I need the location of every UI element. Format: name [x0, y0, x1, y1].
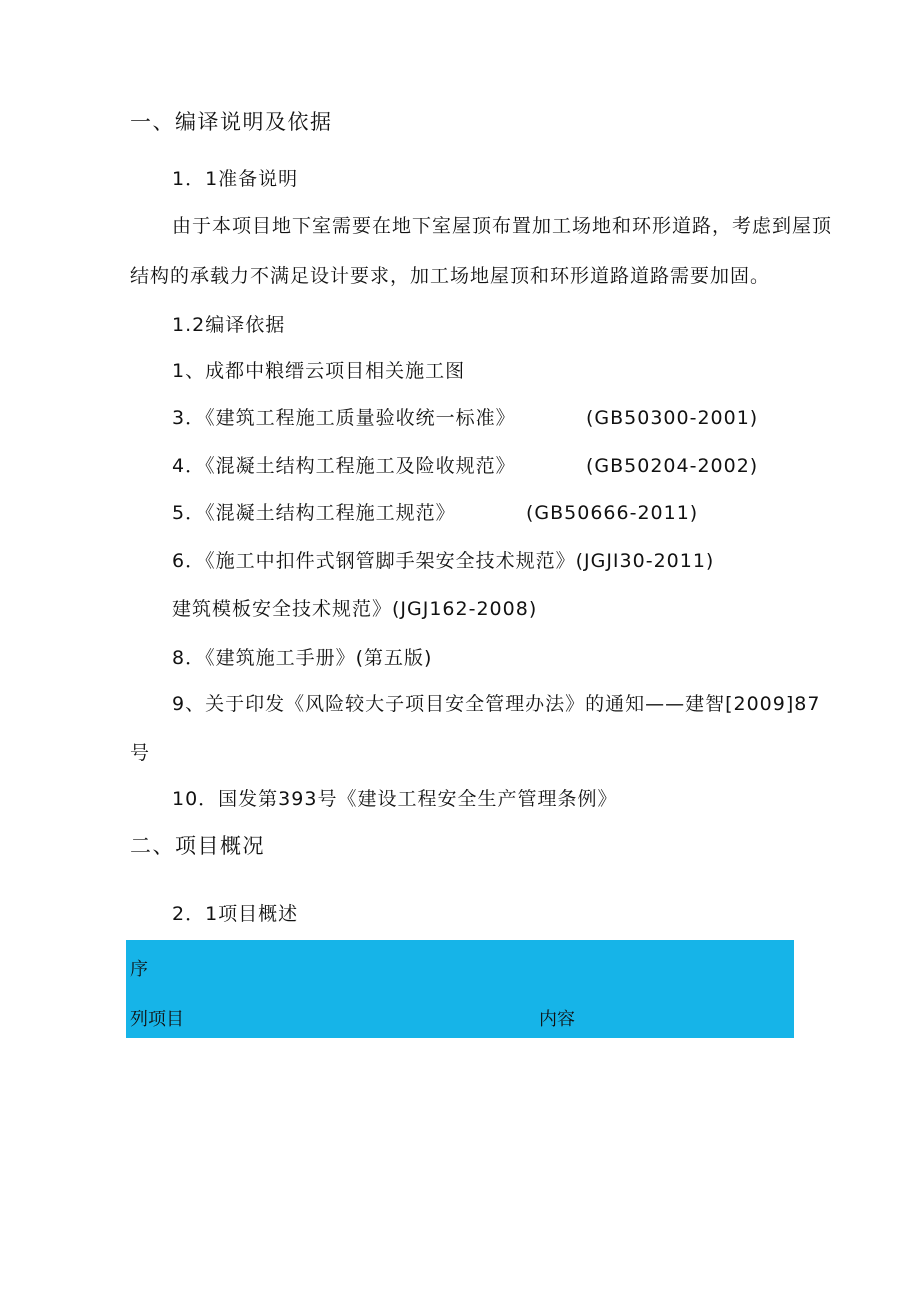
- subsection-1-2-title: 1.2编译依据: [172, 314, 286, 336]
- reference-item: 3．《建筑工程施工质量验收统一标准》 (GB50300-2001): [172, 407, 759, 429]
- subsection-1-1-title: 1．1准备说明: [172, 168, 299, 190]
- section-2-heading: 二、项目概况: [130, 834, 265, 858]
- reference-item: 建筑模板安全技术规范》(JGJ162-2008): [172, 598, 538, 620]
- reference-item: 10．国发第393号《建设工程安全生产管理条例》: [172, 788, 618, 810]
- overview-table-header: [126, 940, 794, 1038]
- reference-item: 9、关于印发《风险较大子项目安全管理办法》的通知——建智[2009]87: [172, 693, 821, 715]
- reference-item: 1、成都中粮缙云项目相关施工图: [172, 360, 466, 382]
- reference-item: 8．《建筑施工手册》(第五版): [172, 647, 433, 669]
- reference-item-continuation: 号: [130, 742, 151, 764]
- paragraph-line-1: 由于本项目地下室需要在地下室屋顶布置加工场地和环形道路，考虑到屋顶: [172, 215, 833, 237]
- table-header-seq: 序: [130, 959, 148, 980]
- reference-item: 6．《施工中扣件式钢管脚手架安全技术规范》(JGJI30-2011): [172, 550, 715, 572]
- reference-item: 5．《混凝土结构工程施工规范》 (GB50666-2011): [172, 502, 699, 524]
- subsection-2-1-title: 2．1项目概述: [172, 903, 299, 925]
- section-1-heading: 一、编译说明及依据: [130, 110, 333, 134]
- reference-item: 4．《混凝土结构工程施工及险收规范》 (GB50204-2002): [172, 455, 759, 477]
- table-header-content: 内容: [539, 1009, 575, 1030]
- paragraph-line-2: 结构的承载力不满足设计要求，加工场地屋顶和环形道路道路需要加固。: [130, 265, 771, 287]
- table-header-item: 列项目: [130, 1009, 184, 1030]
